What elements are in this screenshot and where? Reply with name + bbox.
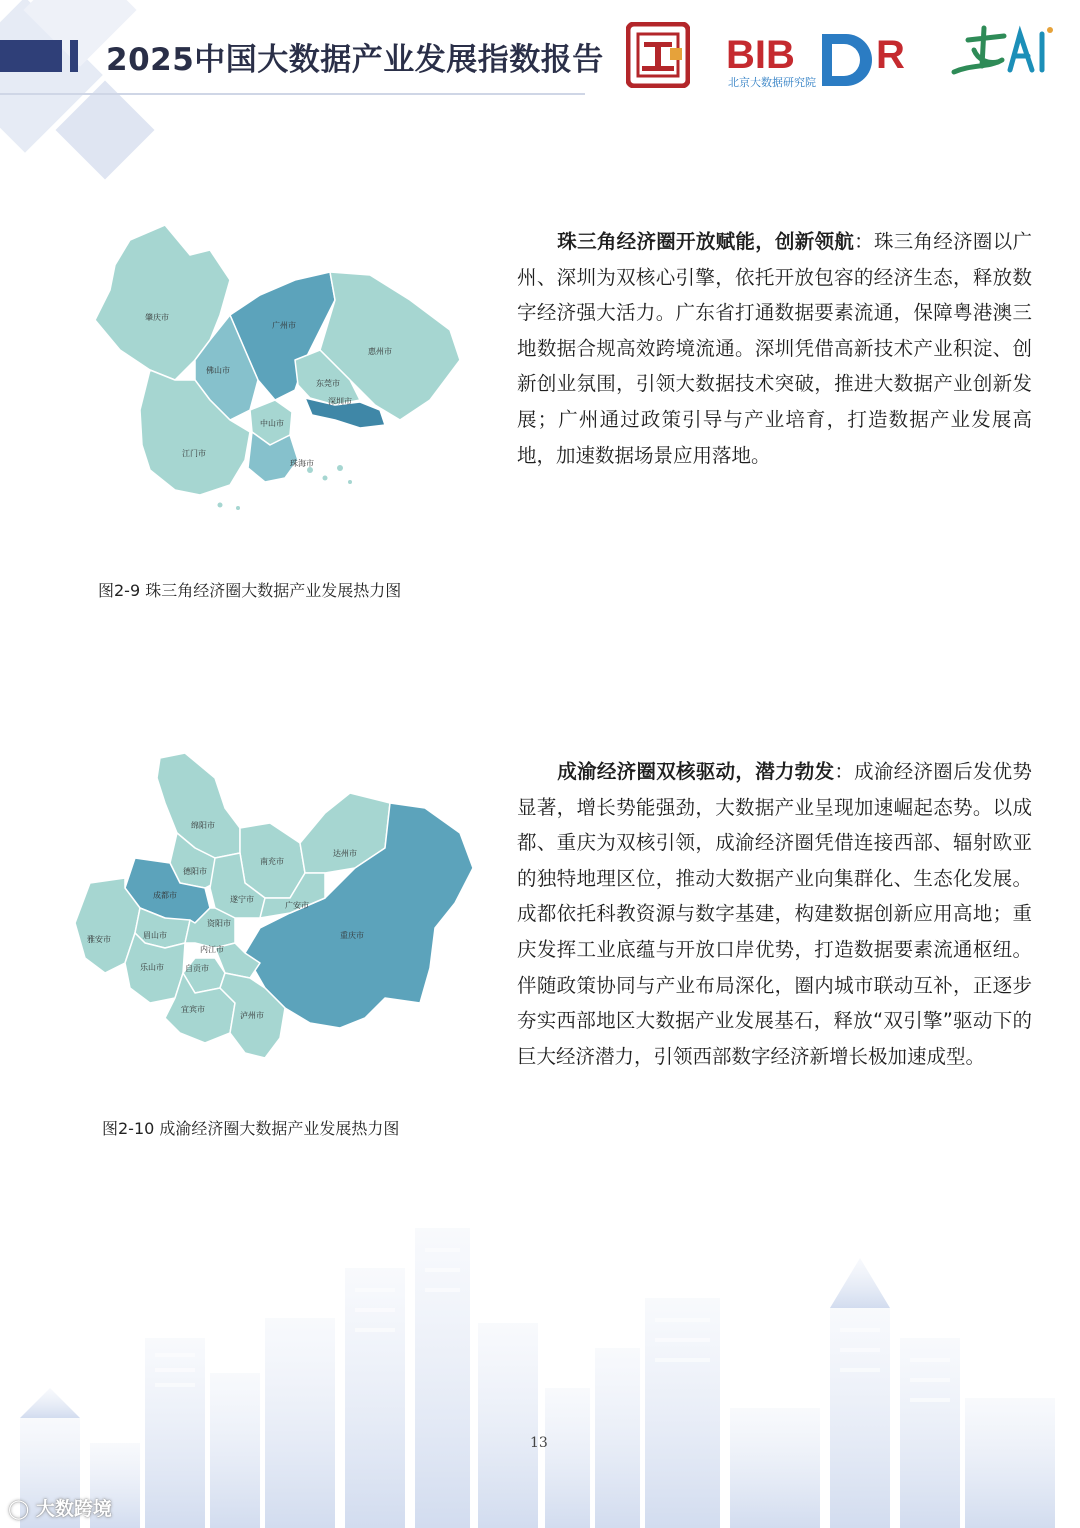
watermark-icon: ◯ bbox=[8, 1498, 30, 1520]
seal-logo bbox=[626, 22, 690, 88]
city-label-yaan: 雅安市 bbox=[87, 935, 111, 944]
header-logos bbox=[626, 18, 1056, 94]
city-label-luzhou: 泸州市 bbox=[240, 1011, 264, 1020]
city-label-dongguan: 东莞市 bbox=[316, 379, 340, 388]
city-label-zigong: 自贡市 bbox=[185, 964, 209, 973]
fang-ai-logo bbox=[948, 20, 1054, 92]
cy-body: ：成渝经济圈后发优势显著，增长势能强劲，大数据产业呈现加速崛起态势。以成都、重庆为双核引领，成渝经济圈凭借连接西部、辐射欧亚的独特地理区位，推动大数据产业向集群化、生态化发展。成都依托科教资源与数字基建，构建数据创新应用高地；重庆发挥工业底蕴与开放口岸优势，打造数据要素流通枢纽。伴随政策协同与产业布局深化，圈内城市联动互补，正逐步夯实西部地区大数据产业发展基石，释放“双引擎”驱动下的巨大经济潜力，引领西部数字经济新增长极加速成型。 bbox=[517, 760, 1032, 1068]
prd-lead: 珠三角经济圈开放赋能，创新领航 bbox=[557, 230, 855, 253]
city-label-yibin: 宜宾市 bbox=[181, 1005, 205, 1014]
header-accent-bar bbox=[0, 40, 62, 72]
city-label-dazhou: 达州市 bbox=[333, 849, 357, 858]
cy-paragraph bbox=[517, 754, 1032, 1074]
city-label-jiangmen: 江门市 bbox=[182, 449, 206, 458]
city-label-zhongshan: 中山市 bbox=[260, 419, 284, 428]
prd-body: ：珠三角经济圈以广州、深圳为双核心引擎，依托开放包容的经济生态，释放数字经济强大活力。广东省打通数据要素流通，保障粤港澳三地数据合规高效跨境流通。深圳凭借高新技术产业积淀、创新创业氛围，引领大数据技术突破，推进大数据产业创新发展；广州通过政策引导与产业培育，打造数据产业发展高地，加速数据场景应用落地。 bbox=[517, 230, 1032, 467]
city-label-suining: 遂宁市 bbox=[230, 895, 254, 904]
city-label-zhuhai: 珠海市 bbox=[290, 459, 314, 468]
city-label-guangzhou: 广州市 bbox=[272, 321, 296, 330]
cy-lead: 成渝经济圈双核驱动，潜力勃发 bbox=[557, 760, 835, 783]
city-label-deyang: 德阳市 bbox=[183, 867, 207, 876]
svg-text:R: R bbox=[876, 33, 905, 77]
svg-text:北京大数据研究院: 北京大数据研究院 bbox=[728, 76, 816, 89]
cy-heatmap bbox=[65, 748, 480, 1068]
map-region-mianyang bbox=[157, 753, 240, 858]
header-divider bbox=[0, 93, 585, 95]
city-skyline-decoration bbox=[0, 1228, 1080, 1528]
city-label-neijiang: 内江市 bbox=[200, 945, 224, 954]
city-label-huizhou: 惠州市 bbox=[368, 347, 392, 356]
svg-text:BIB: BIB bbox=[726, 33, 795, 77]
figure-caption-2-10: 图2-10 成渝经济圈大数据产业发展热力图 bbox=[102, 1119, 400, 1138]
city-label-shenzhen: 深圳市 bbox=[328, 397, 352, 406]
bibdr-logo bbox=[726, 28, 926, 90]
city-label-nanchong: 南充市 bbox=[260, 857, 284, 866]
city-label-chengdu: 成都市 bbox=[153, 891, 177, 900]
watermark bbox=[8, 1494, 112, 1521]
watermark-text: 大数跨境 bbox=[35, 1498, 112, 1520]
city-label-foshan: 佛山市 bbox=[206, 366, 230, 375]
page-number: 13 bbox=[530, 1435, 548, 1451]
report-title: 2025中国大数据产业发展指数报告 bbox=[106, 42, 604, 78]
header-accent-tick bbox=[70, 40, 78, 72]
prd-map-svg bbox=[80, 220, 470, 520]
city-label-guangan: 广安市 bbox=[285, 901, 309, 910]
prd-heatmap bbox=[80, 220, 470, 520]
prd-paragraph bbox=[517, 224, 1032, 473]
cy-map-svg bbox=[65, 748, 480, 1068]
city-label-mianyang: 绵阳市 bbox=[191, 821, 215, 830]
city-label-leshan: 乐山市 bbox=[140, 963, 164, 972]
city-label-ziyang: 资阳市 bbox=[207, 919, 231, 928]
city-label-chongqing: 重庆市 bbox=[340, 931, 364, 940]
figure-caption-2-9: 图2-9 珠三角经济圈大数据产业发展热力图 bbox=[98, 581, 402, 600]
city-label-meishan: 眉山市 bbox=[143, 931, 167, 940]
city-label-zhaoqing: 肇庆市 bbox=[145, 313, 169, 322]
